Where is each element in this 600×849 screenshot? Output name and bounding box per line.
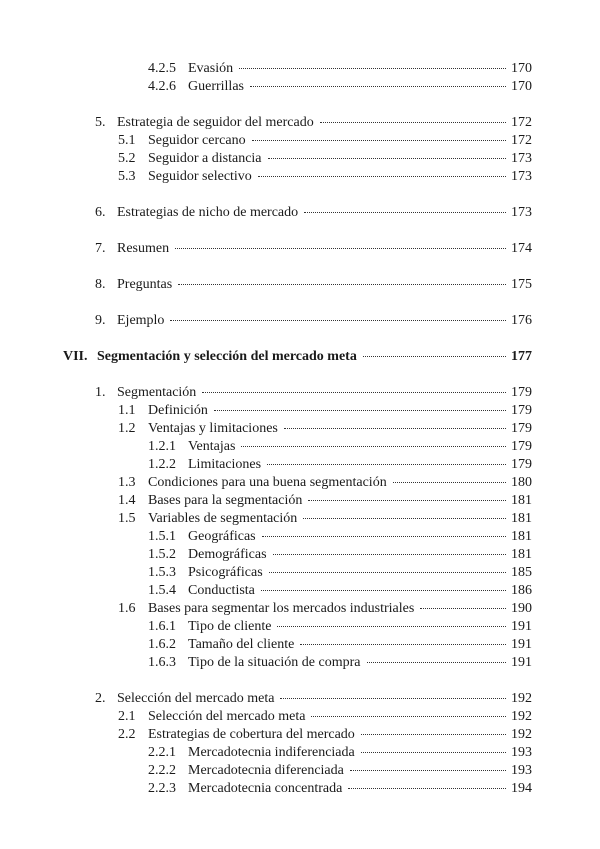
entry-number: 5. — [95, 115, 106, 130]
entry-title: Guerrillas — [188, 79, 244, 94]
dot-leader — [267, 464, 506, 465]
entry-page: 172 — [511, 133, 532, 148]
entry-title: Bases para la segmentación — [148, 493, 303, 508]
entry-number: 2.2.1 — [148, 745, 176, 760]
dot-leader — [393, 482, 506, 483]
entry-page: 194 — [511, 781, 532, 796]
dot-leader — [250, 86, 506, 87]
toc-entry — [148, 78, 532, 96]
entry-page: 179 — [511, 403, 532, 418]
dot-leader — [363, 356, 506, 357]
toc-entry — [148, 60, 532, 78]
toc-entry — [95, 312, 532, 330]
entry-page: 179 — [511, 457, 532, 472]
entry-number: 1.6.2 — [148, 637, 176, 652]
dot-leader — [277, 626, 506, 627]
entry-number: 2.2 — [118, 727, 136, 742]
entry-title: Selección del mercado meta — [148, 709, 306, 724]
entry-title: Ejemplo — [117, 313, 165, 328]
entry-number: 1.5.3 — [148, 565, 176, 580]
entry-title: Tamaño del cliente — [188, 637, 295, 652]
dot-leader — [214, 410, 506, 411]
dot-leader — [268, 158, 506, 159]
entry-title: Selección del mercado meta — [117, 691, 275, 706]
entry-page: 191 — [511, 655, 532, 670]
toc-entry — [95, 690, 532, 708]
dot-leader — [300, 644, 506, 645]
entry-number: 1.4 — [118, 493, 136, 508]
entry-title: Definición — [148, 403, 208, 418]
entry-page: 193 — [511, 745, 532, 760]
entry-title: Ventajas — [188, 439, 236, 454]
toc-entry — [118, 708, 532, 726]
entry-number: 7. — [95, 241, 106, 256]
entry-number: 9. — [95, 313, 106, 328]
entry-title: Evasión — [188, 61, 234, 76]
entry-title: Limitaciones — [188, 457, 262, 472]
entry-page: 190 — [511, 601, 532, 616]
entry-page: 191 — [511, 637, 532, 652]
entry-page: 170 — [511, 61, 532, 76]
entry-page: 179 — [511, 439, 532, 454]
entry-number: 1.1 — [118, 403, 136, 418]
toc-entry — [95, 384, 532, 402]
dot-leader — [304, 212, 506, 213]
entry-number: 6. — [95, 205, 106, 220]
entry-number: 5.1 — [118, 133, 136, 148]
entry-page: 192 — [511, 727, 532, 742]
dot-leader — [320, 122, 506, 123]
entry-number: 2.2.3 — [148, 781, 176, 796]
dot-leader — [170, 320, 506, 321]
entry-page: 179 — [511, 421, 532, 436]
dot-leader — [261, 590, 506, 591]
toc-entry — [95, 204, 532, 222]
entry-page: 174 — [511, 241, 532, 256]
entry-number: 1.2 — [118, 421, 136, 436]
dot-leader — [269, 572, 506, 573]
entry-title: Variables de segmentación — [148, 511, 298, 526]
entry-number: 1.6.3 — [148, 655, 176, 670]
toc-entry — [118, 132, 532, 150]
entry-number: 1.2.2 — [148, 457, 176, 472]
dot-leader — [252, 140, 506, 141]
dot-leader — [303, 518, 506, 519]
dot-leader — [311, 716, 506, 717]
entry-page: 192 — [511, 691, 532, 706]
entry-number: 2. — [95, 691, 106, 706]
entry-number: 1.2.1 — [148, 439, 176, 454]
toc-entry — [148, 528, 532, 546]
entry-number: 1.5 — [118, 511, 136, 526]
dot-leader — [348, 788, 506, 789]
entry-number: 4.2.6 — [148, 79, 176, 94]
toc-entry — [118, 492, 532, 510]
dot-leader — [262, 536, 506, 537]
toc-entry — [118, 510, 532, 528]
entry-number: 5.2 — [118, 151, 136, 166]
chapter-page: 177 — [511, 349, 532, 364]
toc-entry — [148, 546, 532, 564]
entry-title: Tipo de cliente — [188, 619, 272, 634]
toc-entry — [118, 168, 532, 186]
dot-leader — [258, 176, 506, 177]
toc-entry — [148, 762, 532, 780]
entry-title: Estrategias de nicho de mercado — [117, 205, 299, 220]
entry-page: 192 — [511, 709, 532, 724]
entry-page: 193 — [511, 763, 532, 778]
entry-number: 1.6.1 — [148, 619, 176, 634]
entry-number: 5.3 — [118, 169, 136, 184]
entry-page: 181 — [511, 511, 532, 526]
entry-title: Bases para segmentar los mercados industriales — [148, 601, 415, 616]
dot-leader — [361, 734, 506, 735]
entry-page: 191 — [511, 619, 532, 634]
entry-title: Mercadotecnia indiferenciada — [188, 745, 355, 760]
entry-title: Geográficas — [188, 529, 256, 544]
entry-page: 181 — [511, 547, 532, 562]
entry-number: 2.1 — [118, 709, 136, 724]
entry-number: 1. — [95, 385, 106, 400]
toc-entry — [118, 402, 532, 420]
toc-entry — [148, 654, 532, 672]
toc-entry — [148, 456, 532, 474]
entry-title: Ventajas y limitaciones — [148, 421, 278, 436]
dot-leader — [241, 446, 506, 447]
toc-entry — [118, 420, 532, 438]
chapter-number: VII. — [63, 349, 88, 364]
dot-leader — [350, 770, 506, 771]
entry-title: Seguidor a distancia — [148, 151, 262, 166]
entry-number: 1.5.1 — [148, 529, 176, 544]
dot-leader — [280, 698, 506, 699]
entry-number: 1.6 — [118, 601, 136, 616]
entry-title: Mercadotecnia concentrada — [188, 781, 343, 796]
entry-title: Seguidor selectivo — [148, 169, 252, 184]
entry-title: Psicográficas — [188, 565, 263, 580]
entry-title: Demográficas — [188, 547, 267, 562]
entry-page: 181 — [511, 529, 532, 544]
toc-entry — [148, 618, 532, 636]
dot-leader — [284, 428, 506, 429]
entry-number: 1.5.2 — [148, 547, 176, 562]
toc-entry — [148, 564, 532, 582]
entry-page: 181 — [511, 493, 532, 508]
toc-entry — [148, 744, 532, 762]
toc-entry — [95, 240, 532, 258]
entry-page: 170 — [511, 79, 532, 94]
entry-title: Conductista — [188, 583, 255, 598]
dot-leader — [175, 248, 506, 249]
entry-title: Preguntas — [117, 277, 173, 292]
toc-entry — [148, 780, 532, 798]
entry-number: 1.3 — [118, 475, 136, 490]
toc-entry — [118, 726, 532, 744]
entry-page: 176 — [511, 313, 532, 328]
toc-entry — [148, 636, 532, 654]
entry-page: 185 — [511, 565, 532, 580]
entry-title: Estrategia de seguidor del mercado — [117, 115, 314, 130]
entry-title: Tipo de la situación de compra — [188, 655, 361, 670]
entry-title: Estrategias de cobertura del mercado — [148, 727, 355, 742]
entry-page: 175 — [511, 277, 532, 292]
entry-title: Seguidor cercano — [148, 133, 246, 148]
toc-entry — [148, 582, 532, 600]
entry-page: 173 — [511, 205, 532, 220]
entry-number: 2.2.2 — [148, 763, 176, 778]
entry-title: Mercadotecnia diferenciada — [188, 763, 344, 778]
entry-page: 173 — [511, 151, 532, 166]
toc-entry — [95, 114, 532, 132]
entry-title: Segmentación — [117, 385, 197, 400]
toc-entry — [118, 474, 532, 492]
toc-entry — [148, 438, 532, 456]
dot-leader — [361, 752, 506, 753]
entry-page: 186 — [511, 583, 532, 598]
chapter-title: Segmentación y selección del mercado meta — [97, 349, 357, 364]
entry-page: 180 — [511, 475, 532, 490]
dot-leader — [273, 554, 506, 555]
dot-leader — [202, 392, 506, 393]
dot-leader — [420, 608, 506, 609]
entry-page: 179 — [511, 385, 532, 400]
toc-entry — [118, 600, 532, 618]
dot-leader — [308, 500, 506, 501]
toc-entry — [95, 276, 532, 294]
dot-leader — [239, 68, 506, 69]
entry-page: 173 — [511, 169, 532, 184]
entry-title: Resumen — [117, 241, 170, 256]
toc-entry — [118, 150, 532, 168]
entry-title: Condiciones para una buena segmentación — [148, 475, 387, 490]
dot-leader — [178, 284, 506, 285]
entry-number: 4.2.5 — [148, 61, 176, 76]
entry-number: 1.5.4 — [148, 583, 176, 598]
dot-leader — [367, 662, 506, 663]
toc-chapter-entry — [63, 348, 532, 366]
entry-number: 8. — [95, 277, 106, 292]
entry-page: 172 — [511, 115, 532, 130]
